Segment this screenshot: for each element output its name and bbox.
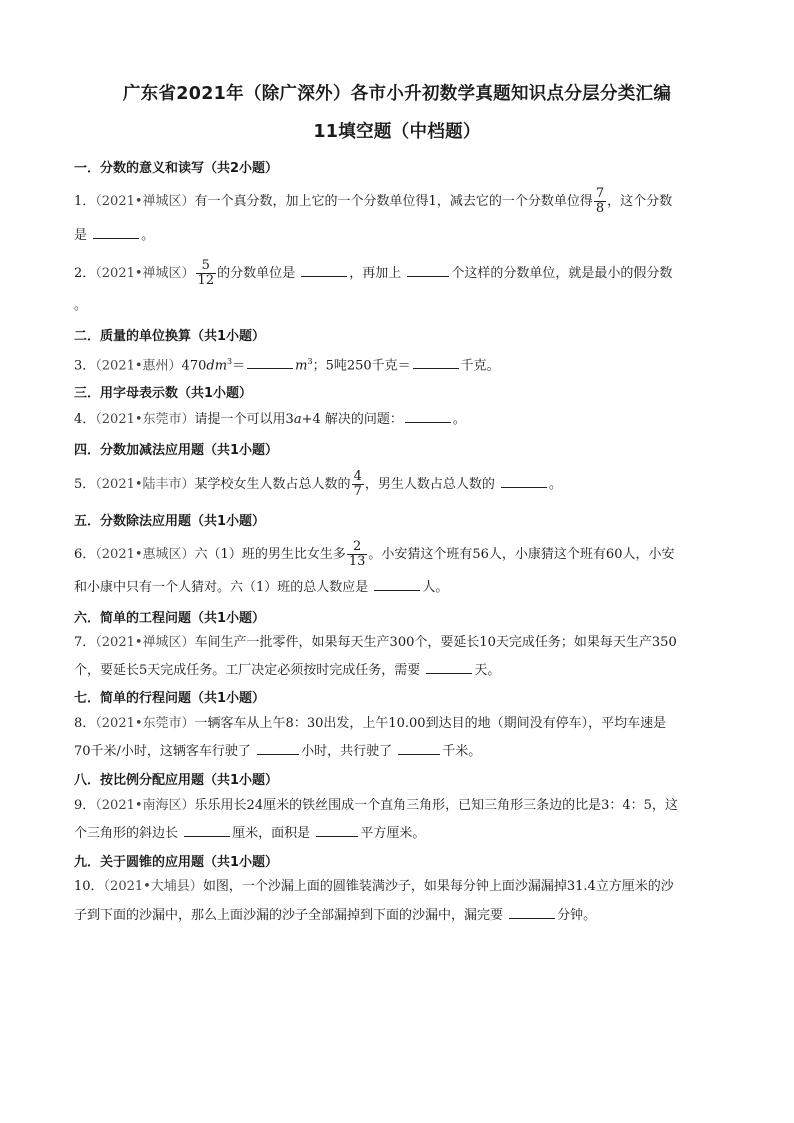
- question-7-continued: [74, 660, 500, 681]
- question-source: （2021•禅城区）: [95, 635, 195, 650]
- answer-blank[interactable]: [407, 263, 449, 277]
- section-heading: 五．分数除法应用题（共1小题）: [74, 514, 266, 529]
- question-text: 个三角形的斜边长: [74, 826, 179, 841]
- answer-blank[interactable]: [426, 660, 472, 674]
- question-text: ，这个分数: [607, 194, 673, 209]
- question-6: [74, 540, 674, 569]
- answer-blank[interactable]: [405, 409, 451, 423]
- answer-blank[interactable]: [398, 741, 440, 755]
- section-heading: 二．质量的单位换算（共1小题）: [74, 329, 266, 344]
- question-text: 是: [74, 228, 88, 243]
- question-text: ＝: [232, 358, 246, 374]
- question-text: 某学校女生人数占总人数的: [194, 477, 351, 492]
- document-title: 广东省2021年（除广深外）各市小升初数学真题知识点分层分类汇编: [122, 84, 672, 104]
- question-source: （2021•南海区）: [95, 798, 195, 813]
- question-text: 的分数单位是: [217, 266, 296, 281]
- question-text: 分钟。: [557, 908, 597, 923]
- section-heading: 四．分数加减法应用题（共1小题）: [74, 443, 279, 458]
- answer-blank[interactable]: [501, 474, 547, 488]
- question-text: 人。: [422, 580, 449, 595]
- unit-exponent: 3: [307, 357, 313, 366]
- question-10-continued: [74, 905, 596, 926]
- fraction: [352, 470, 364, 499]
- unit-symbol: m: [295, 358, 308, 374]
- question-text: 。: [74, 298, 88, 313]
- document-subtitle: 11填空题（中档题）: [313, 122, 481, 142]
- fraction-denominator: 12: [197, 273, 215, 288]
- question-4: [74, 409, 466, 430]
- question-number: 10．: [74, 879, 104, 894]
- question-text: 天。: [474, 663, 501, 678]
- question-text: 千克。: [460, 358, 500, 374]
- question-1-continued: [74, 225, 154, 246]
- question-text: 六（1）班的男生比女生多: [194, 547, 346, 562]
- question-text: 厘米，面积是: [232, 826, 311, 841]
- answer-blank[interactable]: [509, 905, 555, 919]
- question-text: 470: [181, 358, 207, 374]
- fraction-numerator: 2: [352, 539, 362, 554]
- answer-blank[interactable]: [413, 355, 459, 369]
- question-text: 。: [452, 412, 466, 427]
- section-heading: 六．简单的工程问题（共1小题）: [74, 611, 266, 626]
- question-5: [74, 470, 562, 499]
- question-number: 5．: [74, 477, 96, 492]
- question-source: （2021•惠州）: [95, 358, 182, 374]
- question-text: 个这样的分数单位，就是最小的假分数: [451, 266, 673, 281]
- question-text: ，再加上: [349, 266, 402, 281]
- question-text: +4 解决的问题：: [301, 412, 403, 427]
- variable: a: [293, 412, 302, 427]
- section-heading: 一．分数的意义和读写（共2小题）: [74, 161, 279, 176]
- question-number: 1．: [74, 194, 96, 209]
- question-text: ，男生人数占总人数的: [364, 477, 495, 492]
- question-text: 和小康中只有一个人猜对。六（1）班的总人数应是: [74, 580, 369, 595]
- question-7: [74, 633, 677, 653]
- question-text: 70千米/小时，这辆客车行驶了: [74, 744, 251, 759]
- question-number: 4．: [74, 412, 96, 427]
- question-number: 9．: [74, 798, 96, 813]
- fraction-denominator: 8: [595, 201, 605, 216]
- answer-blank[interactable]: [301, 263, 347, 277]
- unit-exponent: 3: [227, 357, 233, 366]
- question-text: 如图，一个沙漏上面的圆锥装满沙子，如果每分钟上面沙漏漏掉31.4立方厘米的沙: [202, 879, 674, 894]
- question-text: 子到下面的沙漏中，那么上面沙漏的沙子全部漏掉到下面的沙漏中，漏完要: [74, 908, 504, 923]
- section-heading: 三．用字母表示数（共1小题）: [74, 386, 253, 401]
- section-heading: 八．按比例分配应用题（共1小题）: [74, 773, 279, 788]
- question-9: [74, 796, 678, 816]
- question-source: （2021•大埔县）: [103, 879, 203, 894]
- fraction: [594, 187, 606, 216]
- answer-blank[interactable]: [93, 225, 139, 239]
- question-number: 6．: [74, 547, 96, 562]
- question-source: （2021•惠城区）: [95, 547, 195, 562]
- answer-blank[interactable]: [374, 577, 420, 591]
- question-source: （2021•禅城区）: [95, 194, 195, 209]
- question-text: 乐乐用长24厘米的铁丝围成一个直角三角形，已知三角形三条边的比是3：4：5，这: [194, 798, 678, 813]
- section-heading: 七．简单的行程问题（共1小题）: [74, 691, 266, 706]
- question-number: 7．: [74, 635, 96, 650]
- question-text: 。: [141, 228, 155, 243]
- question-2: [74, 259, 672, 288]
- question-1: [74, 187, 672, 216]
- question-source: （2021•东莞市）: [95, 716, 195, 731]
- question-8-continued: [74, 741, 481, 762]
- fraction: [196, 259, 217, 288]
- question-text: 个，要延长5天完成任务。工厂决定必须按时完成任务，需要: [74, 663, 421, 678]
- fraction-numerator: 7: [595, 186, 605, 201]
- question-number: 8．: [74, 716, 96, 731]
- question-text: 车间生产一批零件，如果每天生产300个，要延长10天完成任务；如果每天生产350: [194, 635, 677, 650]
- question-6-continued: [74, 577, 448, 598]
- section-heading: 九．关于圆锥的应用题（共1小题）: [74, 855, 279, 870]
- question-text: 一辆客车从上午8：30出发，上午10.00到达目的地（期间没有停车），平均车速是: [194, 716, 667, 731]
- question-number: 3．: [74, 358, 96, 374]
- question-source: （2021•东莞市）: [95, 412, 195, 427]
- fraction-denominator: 7: [353, 484, 362, 499]
- answer-blank[interactable]: [184, 823, 230, 837]
- question-text: 有一个真分数，加上它的一个分数单位得1，减去它的一个分数单位得: [194, 194, 593, 209]
- question-9-continued: [74, 823, 425, 844]
- question-source: （2021•禅城区）: [95, 266, 195, 281]
- unit-symbol: dm: [206, 358, 228, 374]
- question-10: [74, 877, 674, 897]
- question-text: 请提一个可以用3: [194, 412, 294, 427]
- question-8: [74, 714, 666, 734]
- question-number: 2．: [74, 266, 96, 281]
- question-text: 。小安猜这个班有56人，小康猜这个班有60人，小安: [368, 547, 675, 562]
- answer-blank[interactable]: [247, 355, 293, 369]
- question-source: （2021•陆丰市）: [95, 477, 195, 492]
- question-text: 。: [549, 477, 563, 492]
- fraction-denominator: 13: [348, 554, 366, 569]
- answer-blank[interactable]: [316, 823, 358, 837]
- fraction-numerator: 5: [201, 258, 210, 273]
- answer-blank[interactable]: [257, 741, 299, 755]
- question-text: 千米。: [442, 744, 482, 759]
- question-text: 平方厘米。: [360, 826, 426, 841]
- fraction: [347, 540, 368, 569]
- fraction-numerator: 4: [353, 469, 362, 484]
- question-text: ；5吨250千克＝: [312, 358, 411, 374]
- question-3: [74, 352, 500, 376]
- question-2-continued: [74, 296, 87, 316]
- question-text: 小时，共行驶了: [301, 744, 393, 759]
